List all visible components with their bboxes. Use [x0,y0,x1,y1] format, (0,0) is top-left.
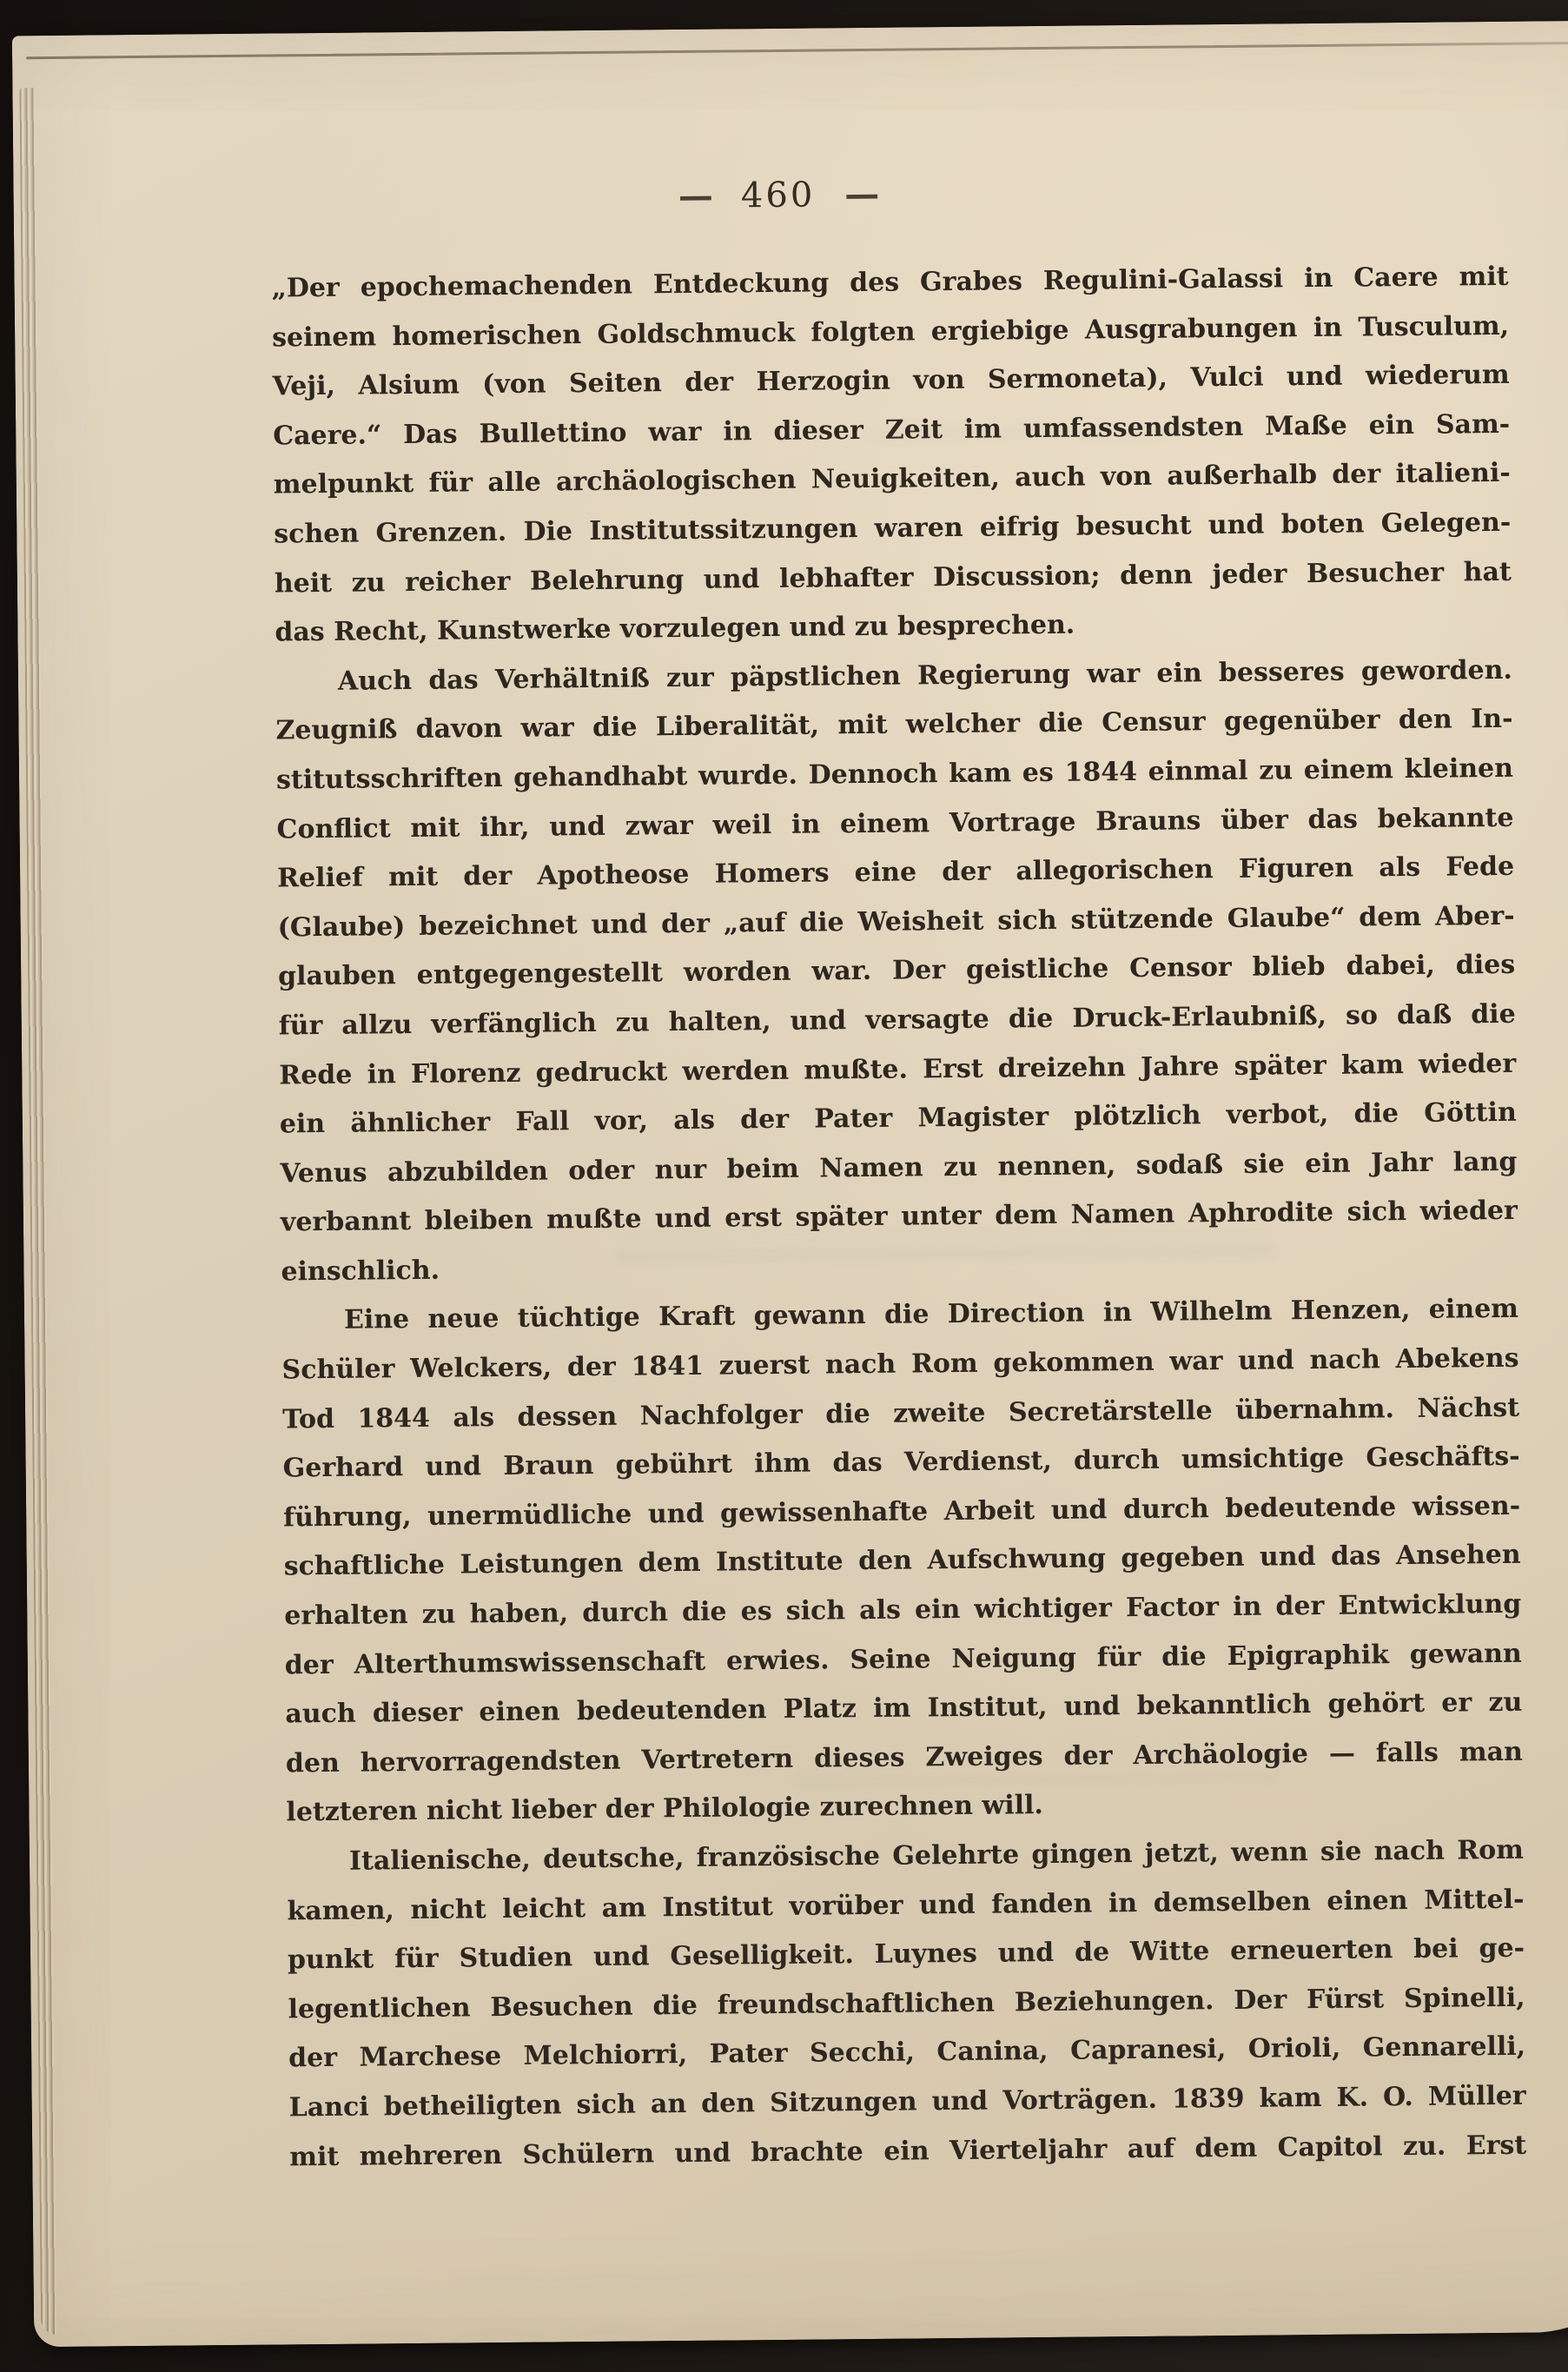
text-line: der Marchese Melchiorri, Pater Secchi, Canina, Capranesi, Orioli, Gennarelli, [288,2031,1526,2074]
text-line: den hervorragendsten Vertretern dieses Zweiges der Archäologie — falls man [285,1736,1524,1779]
text-line: (Glaube) bezeichnet und der „auf die Weisheit sich stützende Glaube“ dem Aber- [277,900,1515,944]
text-line: auch dieser einen bedeutenden Platz im Institut, und bekanntlich gehört er zu [285,1686,1523,1730]
page-edge-stack [19,88,56,2335]
text-line: führung, unermüdliche und gewissenhafte Arbeit und durch bedeutende wissen- [283,1490,1521,1534]
page-number-dash-left: — [678,175,712,217]
text-line: einschlich. [281,1255,440,1288]
text-line: für allzu verfänglich zu halten, und versagte die Druck-Erlaubniß, so daß die [278,998,1516,1042]
text-line: ein ähnlicher Fall vor, als der Pater Magister plötzlich verbot, die Göttin [279,1097,1517,1140]
text-line: Lanci betheiligten sich an den Sitzungen und Vorträgen. 1839 kam K. O. Müller [288,2080,1526,2124]
text-line: punkt für Studien und Geselligkeit. Luynes und de Witte erneuerten bei ge- [287,1932,1525,1976]
text-line: Rede in Florenz gedruckt werden mußte. Erst dreizehn Jahre später kam wieder [279,1048,1517,1090]
text-line: Italienische, deutsche, französische Gelehrte gingen jetzt, wenn sie nach Rom [348,1834,1525,1877]
text-line: Zeugniß davon war die Liberalität, mit welcher die Censur gegenüber den In- [275,704,1513,746]
page-body [271,253,1526,2183]
page-number-dash-right: — [844,173,878,215]
page-top-edge-line [26,42,1568,60]
text-line: erhalten zu haben, durch die es sich als ein wichtiger Factor in der Entwicklung [284,1588,1522,1632]
text-line: kamen, nicht leicht am Institut vorüber und fanden in demselben einen Mittel- [287,1884,1525,1927]
text-line: Conflict mit ihr, und zwar weil in einem Vortrage Brauns über das bekannte [276,802,1514,845]
text-line: mit mehreren Schülern und brachte ein Vierteljahr auf dem Capitol zu. Erst [289,2130,1527,2172]
text-line: glauben entgegengestellt worden war. Der geistliche Censor blieb dabei, dies [278,950,1516,992]
text-line: Tod 1844 als dessen Nachfolger die zweite Secretärstelle übernahm. Nächst [281,1392,1520,1435]
text-line: Eine neue tüchtige Kraft gewann die Direction in Wilhelm Henzen, einem [343,1294,1519,1336]
text-line: letzteren nicht lieber der Philologie zurechnen will. [286,1790,1044,1828]
text-line: Venus abzubilden oder nur beim Namen zu nennen, sodaß sie ein Jahr lang [280,1146,1518,1189]
text-line: verbannt bleiben mußte und erst später unter dem Namen Aphrodite sich wieder [280,1196,1518,1238]
paragraph [271,253,1512,658]
text-line: schen Grenzen. Die Institutssitzungen waren eifrig besucht und boten Gelegen- [274,507,1512,550]
text-line: heit zu reicher Belehrung und lebhafter Discussion; denn jeder Besucher hat [274,556,1512,600]
text-line: Relief mit der Apotheose Homers eine der allegorischen Figuren als Fede [276,851,1515,894]
book-page [12,21,1568,2348]
text-line: seinem homerischen Goldschmuck folgten ergiebige Ausgrabungen in Tusculum, [271,310,1510,354]
paragraph [287,1826,1527,2183]
text-line: das Recht, Kunstwerke vorzulegen und zu besprechen. [275,609,1075,648]
paragraph [281,1285,1524,1838]
page-number: 460 [740,175,816,216]
text-line: „Der epochemachenden Entdeckung des Grabes Regulini-Galassi in Caere mit [271,261,1509,304]
paragraph [275,646,1518,1297]
text-line: Auch das Verhältniß zur päpstlichen Regierung war ein besseres geworden. [337,654,1513,697]
text-line: der Alterthumswissenschaft erwies. Seine Neigung für die Epigraphik gewann [284,1638,1522,1681]
text-line: melpunkt für alle archäologischen Neuigkeiten, auch von außerhalb der italieni- [273,458,1511,500]
text-line: legentlichen Besuchen die freundschaftlichen Beziehungen. Der Fürst Spinelli, [288,1982,1525,2025]
text-line: stitutsschriften gehandhabt wurde. Dennoch kam es 1844 einmal zu einem kleinen [275,752,1514,796]
page-header [13,167,1542,222]
text-line: Caere.“ Das Bullettino war in dieser Zeit im umfassendsten Maße ein Sam- [273,408,1511,452]
text-line: Veji, Alsium (von Seiten der Herzogin von Sermoneta), Vulci und wiederum [272,360,1510,402]
text-line: Gerhard und Braun gebührt ihm das Verdienst, durch umsichtige Geschäfts- [282,1441,1520,1484]
text-line: Schüler Welckers, der 1841 zuerst nach Rom gekommen war und nach Abekens [281,1342,1519,1386]
text-line: schaftliche Leistungen dem Institute den Aufschwung gegeben und das Ansehen [283,1540,1521,1582]
